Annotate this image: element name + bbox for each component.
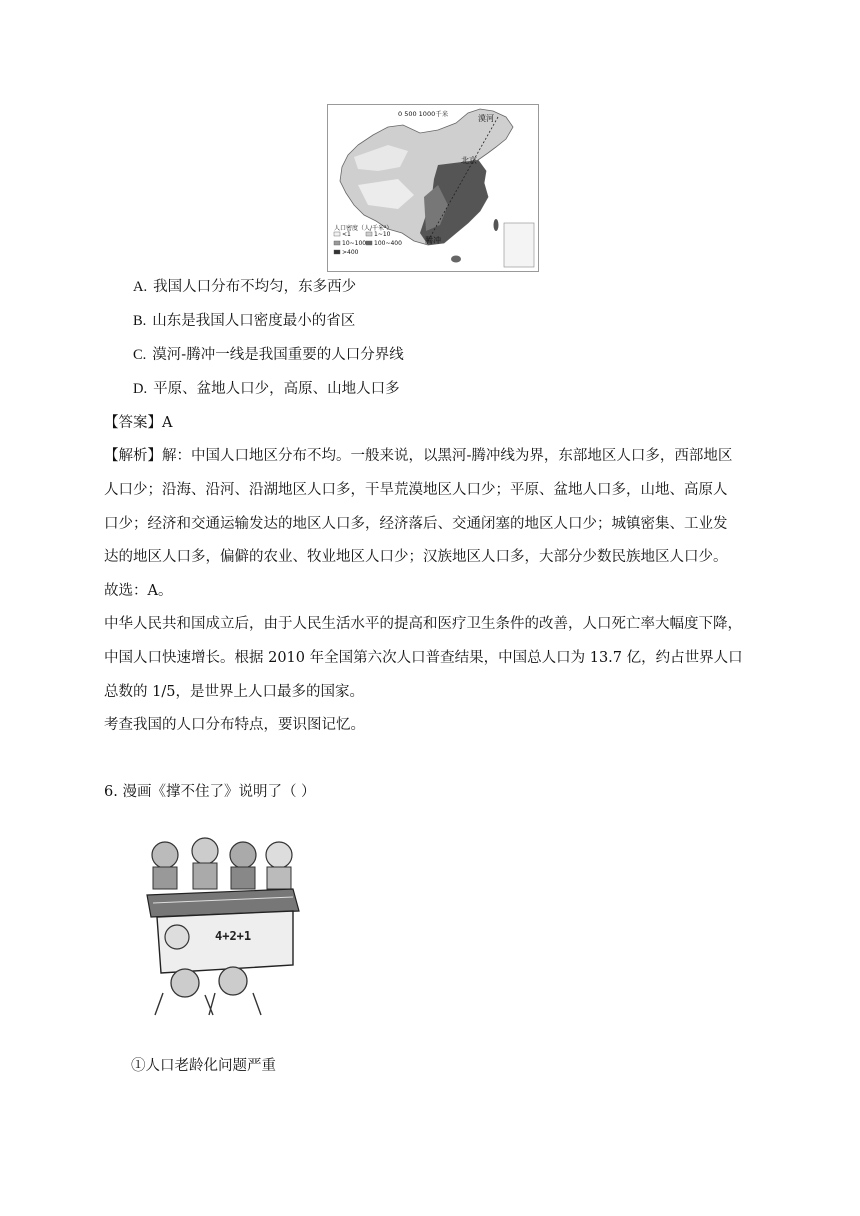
map-label-tengchong: 腾冲 xyxy=(425,236,441,245)
map-scale: 0 500 1000千米 xyxy=(398,110,449,118)
analysis-line: 考查我国的人口分布特点，要识图记忆。 xyxy=(104,717,365,733)
option-b xyxy=(133,310,355,332)
analysis-line: 中国人口快速增长。根据 2010 年全国第六次人口普查结果，中国总人口为 13.7 亿，约占世界人口 xyxy=(104,650,743,666)
analysis-line: 总数的 1/5，是世界上人口最多的国家。 xyxy=(104,684,364,700)
map-legend-title: 人口密度（人/千米²） xyxy=(334,225,393,232)
map-legend-item: >400 xyxy=(342,249,359,256)
analysis-line: 【解析】解：中国人口地区分布不均。一般来说，以黑河-腾冲线为界，东部地区人口多，西部地区 xyxy=(104,448,733,464)
analysis-line: 口少；经济和交通运输发达的地区人口多，经济落后、交通闭塞的地区人口少；城镇密集、工业发 xyxy=(104,516,728,532)
analysis-line: 达的地区人口多，偏僻的农业、牧业地区人口少；汉族地区人口多，大部分少数民族地区人口少。 xyxy=(104,549,728,565)
map-legend-item: <1 xyxy=(342,231,351,238)
map-label-mohe: 漠河 xyxy=(478,114,494,123)
option-letter: C. xyxy=(133,347,147,363)
option-letter: A. xyxy=(133,279,148,295)
option-d xyxy=(133,378,400,400)
map-legend-item: 10~100 xyxy=(342,240,367,247)
analysis-line: 故选：A。 xyxy=(104,583,173,599)
option-text: 我国人口分布不均匀，东多西少 xyxy=(153,279,357,295)
answer: 【答案】A xyxy=(104,415,173,431)
option-text: 山东是我国人口密度最小的省区 xyxy=(152,313,356,329)
comic-label: 4+2+1 xyxy=(215,929,252,943)
option-a xyxy=(133,276,356,298)
option-text: 平原、盆地人口少，高原、山地人口多 xyxy=(153,381,400,397)
analysis-line: 中华人民共和国成立后，由于人民生活水平的提高和医疗卫生条件的改善，人口死亡率大幅度下降， xyxy=(104,616,742,632)
option-letter: B. xyxy=(133,313,147,329)
analysis-line: 人口少；沿海、沿河、沿湖地区人口多，干旱荒漠地区人口少；平原、盆地人口多，山地、高原人 xyxy=(104,482,728,498)
comic-graphic xyxy=(143,833,303,1018)
option-text: 漠河-腾冲一线是我国重要的人口分界线 xyxy=(152,347,404,363)
option-letter: D. xyxy=(133,381,148,397)
map-label-beijing: 北京 xyxy=(461,156,477,165)
comic-illustration xyxy=(143,833,303,1018)
question-6: 6. 漫画《撑不住了》说明了（ ） xyxy=(104,784,316,800)
map-legend-item: 100~400 xyxy=(374,240,402,247)
map-legend-item: 1~10 xyxy=(374,231,391,238)
option-c xyxy=(133,344,404,366)
china-population-density-map xyxy=(327,104,539,272)
statement-1: ①人口老龄化问题严重 xyxy=(131,1058,276,1074)
